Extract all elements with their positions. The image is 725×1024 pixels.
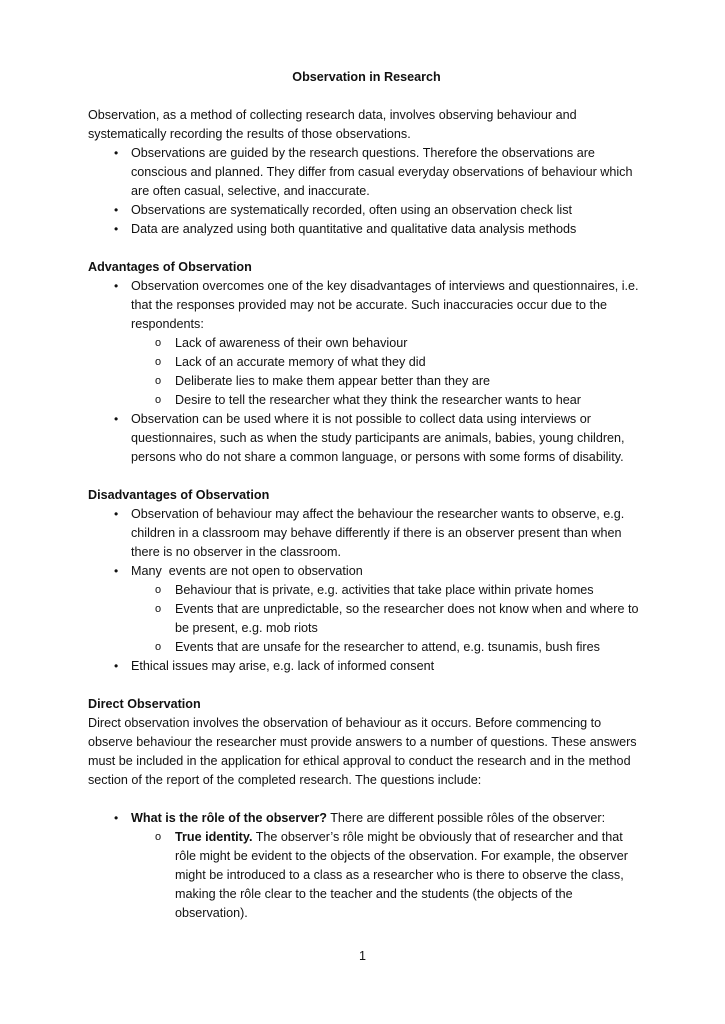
sub-list-item-text: Lack of an accurate memory of what they did [175,355,426,369]
sub-list-item [131,600,645,638]
sub-bullet-icon: o [155,375,162,387]
bullet-icon: • [114,146,119,160]
bullet-icon: • [114,507,119,521]
bullet-icon: • [114,222,119,236]
disadvantages-sub-list [131,581,645,657]
sub-bullet-icon: o [155,641,162,653]
question-text: There are different possible rôles of the observer: [326,811,606,825]
advantages-heading: Advantages of Observation [88,260,252,274]
sub-bullet-icon: o [155,603,162,615]
list-item [88,657,645,676]
list-item [88,505,645,562]
question-label: What is the rôle of the observer? [131,811,327,825]
bullet-icon: • [114,564,119,578]
sub-list-item [131,372,645,391]
sub-bullet-icon: o [155,337,162,349]
sub-list-item [131,581,645,600]
role-label: True identity. [175,830,253,844]
list-item-text: Many events are not open to observation [131,564,363,578]
intro-bullet-list [88,144,645,239]
disadvantages-heading: Disadvantages of Observation [88,488,270,502]
questions-list [88,809,645,923]
bullet-icon: • [114,203,119,217]
sub-list-item [131,828,645,923]
sub-list-item [131,391,645,410]
bullet-icon: • [114,811,119,825]
sub-bullet-icon: o [155,831,162,843]
sub-list-item [131,334,645,353]
list-item [88,562,645,657]
sub-list-item-text: Desire to tell the researcher what they think the researcher wants to hear [175,393,582,407]
bullet-icon: • [114,412,119,426]
sub-bullet-icon: o [155,356,162,368]
list-item-text: Observations are systematically recorded, often using an observation check list [131,203,572,217]
list-item-text: Ethical issues may arise, e.g. lack of informed consent [131,659,435,673]
list-item [88,201,645,220]
sub-list-item [131,353,645,372]
sub-list-item [131,638,645,657]
sub-bullet-icon: o [155,394,162,406]
list-item-text: Data are analyzed using both quantitative and qualitative data analysis methods [131,222,577,236]
list-item-text: Observation can be used where it is not possible to collect data using interviews or questionnaires, such as when the study participants are animals, babies, young children, persons who do not share a common language, or persons with some forms of disability. [131,412,625,464]
bullet-icon: • [114,659,119,673]
sub-list-item-text: Lack of awareness of their own behaviour [175,336,408,350]
observer-roles-list [131,828,645,923]
sub-list-item-text: Events that are unsafe for the researcher to attend, e.g. tsunamis, bush fires [175,640,600,654]
intro-paragraph: Observation, as a method of collecting research data, involves observing behaviour and systematically recording the results of those observations. [88,108,577,141]
list-item-text: Observations are guided by the research questions. Therefore the observations are conscious and planned. They differ from casual everyday observations of behaviour which are often casual, selective, and inaccurate. [131,146,633,198]
list-item [88,220,645,239]
sub-bullet-icon: o [155,584,162,596]
advantages-sub-list [131,334,645,410]
bullet-icon: • [114,279,119,293]
list-item [88,277,645,410]
page-number: 1 [358,949,366,963]
disadvantages-list [88,505,645,676]
list-item [88,144,645,201]
advantages-list [88,277,645,467]
list-item-text: Observation overcomes one of the key disadvantages of interviews and questionnaires, i.e. that the responses provided may not be accurate. Such inaccuracies occur due to the respondents: [131,279,639,331]
page-title: Observation in Research [292,70,441,84]
list-item [88,809,645,923]
role-text: The observer’s rôle might be obviously that of researcher and that rôle might be evident to the objects of the observation. For example, the observer might be introduced to a class as a researcher who is there to observe the class, making the rôle clear to the teacher and the students (the objects of the observation). [175,830,628,920]
sub-list-item-text: Events that are unpredictable, so the researcher does not know when and where to be present, e.g. mob riots [175,602,639,635]
direct-observation-heading: Direct Observation [88,697,201,711]
direct-observation-paragraph: Direct observation involves the observation of behaviour as it occurs. Before commencing to observe behaviour the researcher must provide answers to a number of questions. These answers must be included in the application for ethical approval to conduct the research and in the method section of the report of the completed research. The questions include: [88,716,637,787]
list-item [88,410,645,467]
sub-list-item-text: Deliberate lies to make them appear better than they are [175,374,491,388]
sub-list-item-text: Behaviour that is private, e.g. activities that take place within private homes [175,583,594,597]
list-item-text: Observation of behaviour may affect the behaviour the researcher wants to observe, e.g. children in a classroom may behave differently if there is an observer present than when there is no observer in the classroom. [131,507,625,559]
